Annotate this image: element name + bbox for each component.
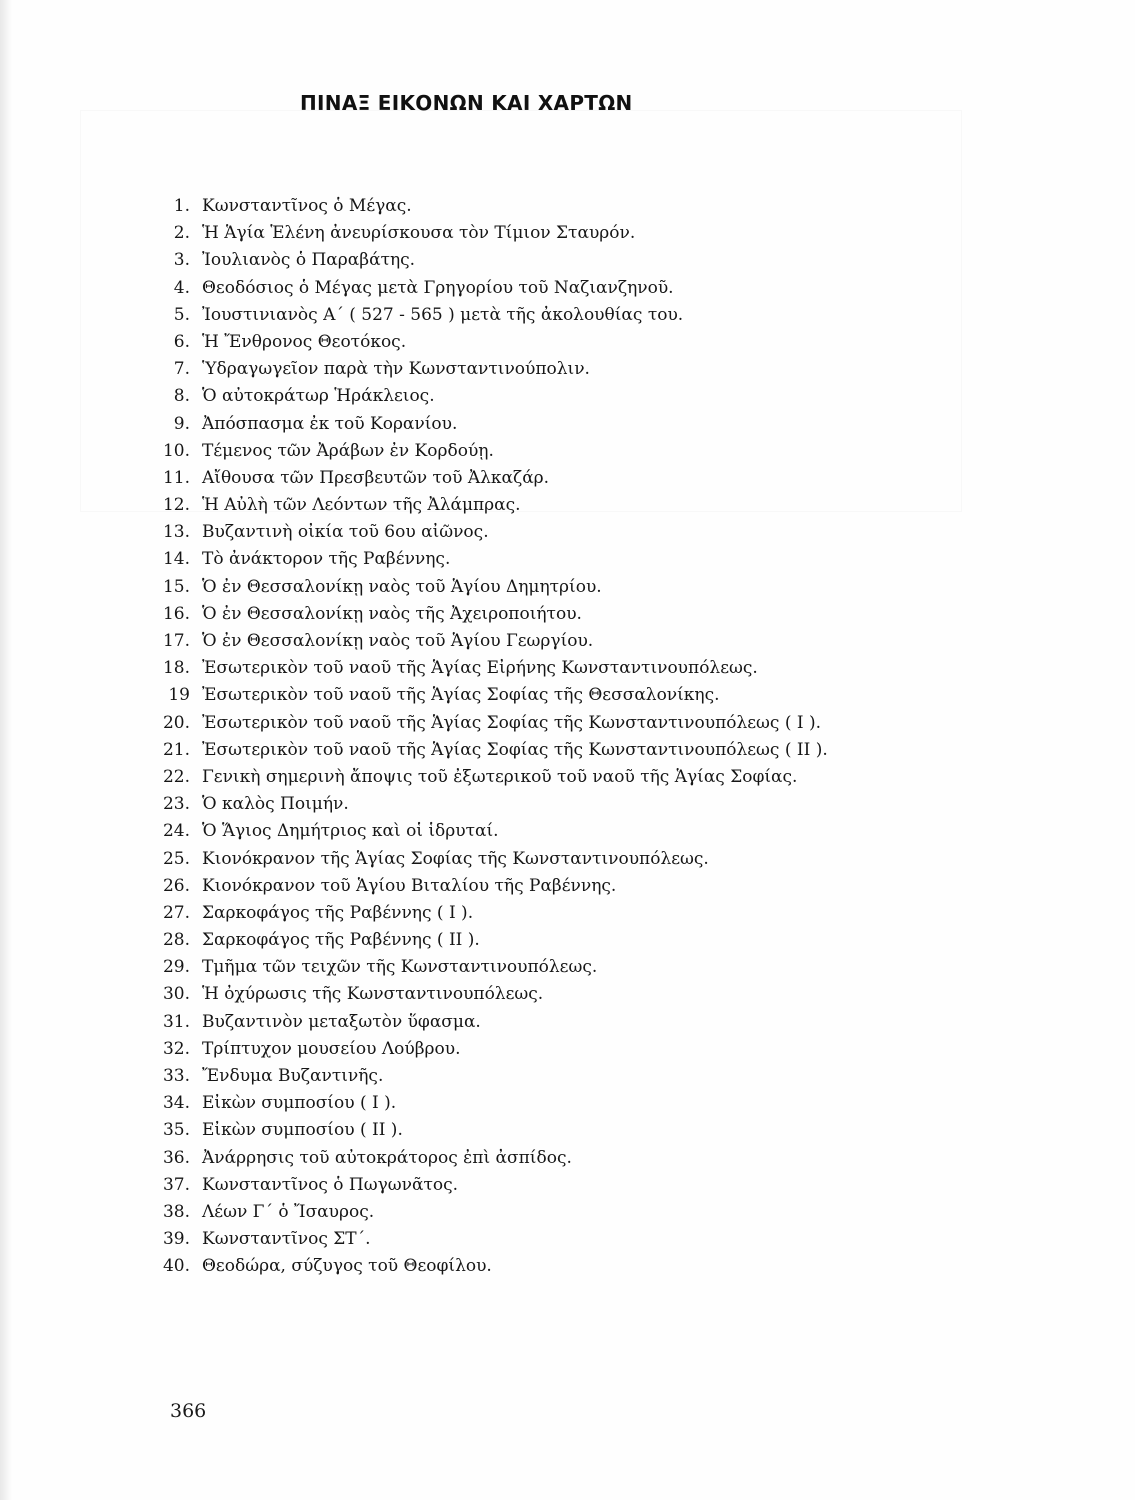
item-caption: Ἰουστινιανὸς Α΄ ( 527 - 565 ) μετὰ τῆς ἀκολουθίας του. xyxy=(202,304,684,325)
item-number: 31. xyxy=(162,1011,190,1032)
list-item xyxy=(150,628,1050,655)
list-item xyxy=(150,764,1050,791)
item-caption: Σαρκοφάγος τῆς Ραβέννης ( Ι ). xyxy=(202,902,474,923)
list-item xyxy=(150,791,1050,818)
item-caption: Ἔνδυμα Βυζαντινῆς. xyxy=(202,1066,384,1086)
list-item xyxy=(150,1172,1050,1199)
item-number: 2. xyxy=(173,223,190,244)
item-number: 35. xyxy=(162,1120,190,1141)
item-number: 8. xyxy=(173,386,190,407)
item-caption: Εἰκὼν συμποσίου ( ΙΙ ). xyxy=(202,1120,403,1141)
item-number: 26. xyxy=(162,875,190,896)
item-number: 40. xyxy=(162,1256,190,1277)
item-caption: Ὁ ἐν Θεσσαλονίκῃ ναὸς τοῦ Ἁγίου Γεωργίου. xyxy=(202,631,594,651)
item-caption: Γενικὴ σημερινὴ ἄποψις τοῦ ἐξωτερικοῦ τοῦ ναοῦ τῆς Ἁγίας Σοφίας. xyxy=(202,766,798,787)
list-item xyxy=(150,1036,1050,1063)
item-number: 39. xyxy=(162,1229,190,1250)
list-item xyxy=(150,601,1050,628)
page-number: 366 xyxy=(170,1400,207,1422)
item-caption: Τμῆμα τῶν τειχῶν τῆς Κωνσταντινουπόλεως. xyxy=(202,957,598,978)
item-number: 25. xyxy=(162,848,190,869)
list-item xyxy=(150,220,1050,247)
binding-shadow xyxy=(0,0,12,1500)
list-item xyxy=(150,981,1050,1008)
list-item xyxy=(150,927,1050,954)
list-item xyxy=(150,1063,1050,1090)
list-item xyxy=(150,1009,1050,1036)
list-item xyxy=(150,1117,1050,1144)
list-item xyxy=(150,954,1050,981)
list-item xyxy=(150,1226,1050,1253)
list-item xyxy=(150,1199,1050,1226)
item-number: 24. xyxy=(162,821,190,842)
item-caption: Τέμενος τῶν Ἀράβων ἐν Κορδούῃ. xyxy=(202,440,494,461)
item-caption: Ἐσωτερικὸν τοῦ ναοῦ τῆς Ἁγίας Σοφίας τῆς Θεσσαλονίκης. xyxy=(202,685,720,706)
item-caption: Ὁ καλὸς Ποιμήν. xyxy=(202,794,349,815)
item-caption: Κιονόκρανον τοῦ Ἁγίου Βιταλίου τῆς Ραβέννης. xyxy=(202,875,617,896)
item-number: 20. xyxy=(162,712,190,733)
item-number: 17. xyxy=(162,631,190,651)
item-caption: Σαρκοφάγος τῆς Ραβέννης ( ΙΙ ). xyxy=(202,930,480,951)
item-number: 7. xyxy=(173,359,190,380)
item-caption: Ὑδραγωγεῖον παρὰ τὴν Κωνσταντινούπολιν. xyxy=(202,359,590,380)
item-caption: Ὁ Ἅγιος Δημήτριος καὶ οἱ ἱδρυταί. xyxy=(202,821,499,842)
item-caption: Τὸ ἀνάκτορον τῆς Ραβέννης. xyxy=(202,549,451,570)
item-number: 4. xyxy=(173,277,190,298)
item-number: 27. xyxy=(162,902,190,923)
item-caption: Κιονόκρανον τῆς Ἁγίας Σοφίας τῆς Κωνσταντινουπόλεως. xyxy=(202,848,709,869)
item-caption: Ἀπόσπασμα ἐκ τοῦ Κορανίου. xyxy=(202,413,458,434)
item-number: 21. xyxy=(162,739,190,760)
list-item xyxy=(150,275,1050,302)
item-caption: Θεοδώρα, σύζυγος τοῦ Θεοφίλου. xyxy=(202,1256,492,1277)
item-number: 13. xyxy=(162,522,190,543)
item-number: 3. xyxy=(173,250,190,271)
item-number: 5. xyxy=(173,304,190,325)
list-item xyxy=(150,1253,1050,1280)
item-caption: Κωνσταντῖνος ὁ Πωγωνᾶτος. xyxy=(202,1174,459,1195)
list-item xyxy=(150,329,1050,356)
item-number: 23. xyxy=(162,794,190,815)
item-number: 36. xyxy=(162,1147,190,1168)
list-item xyxy=(150,873,1050,900)
item-caption: Ὁ ἐν Θεσσαλονίκῃ ναὸς τῆς Ἀχειροποιήτου. xyxy=(202,603,582,624)
item-caption: Λέων Γ΄ ὁ Ἴσαυρος. xyxy=(202,1201,375,1222)
list-item xyxy=(150,574,1050,601)
item-number: 6. xyxy=(173,331,190,352)
item-number: 12. xyxy=(162,495,190,516)
item-caption: Ἐσωτερικὸν τοῦ ναοῦ τῆς Ἁγίας Εἰρήνης Κωνσταντινουπόλεως. xyxy=(202,658,758,679)
item-caption: Ἡ Ἔνθρονος Θεοτόκος. xyxy=(202,331,407,352)
item-number: 34. xyxy=(162,1093,190,1114)
item-caption: Ἡ ὀχύρωσις τῆς Κωνσταντινουπόλεως. xyxy=(202,984,544,1005)
item-number: 22. xyxy=(162,766,190,787)
list-item xyxy=(150,356,1050,383)
item-caption: Ἡ Αὐλὴ τῶν Λεόντων τῆς Ἀλάμπρας. xyxy=(202,495,521,516)
item-number: 19 xyxy=(168,685,190,706)
item-number: 33. xyxy=(162,1066,190,1086)
item-caption: Ὁ ἐν Θεσσαλονίκῃ ναὸς τοῦ Ἁγίου Δημητρίου. xyxy=(202,576,602,597)
item-number: 37. xyxy=(162,1174,190,1195)
item-caption: Βυζαντινὴ οἰκία τοῦ 6ου αἰῶνος. xyxy=(202,522,489,543)
list-item xyxy=(150,655,1050,682)
item-caption: Τρίπτυχον μουσείου Λούβρου. xyxy=(202,1038,461,1059)
item-caption: Ἰουλιανὸς ὁ Παραβάτης. xyxy=(202,250,416,271)
item-caption: Βυζαντινὸν μεταξωτὸν ὕφασμα. xyxy=(202,1011,481,1032)
list-item xyxy=(150,737,1050,764)
list-item xyxy=(150,1145,1050,1172)
item-number: 1. xyxy=(173,196,190,216)
list-item xyxy=(150,492,1050,519)
item-number: 38. xyxy=(162,1201,190,1222)
item-caption: Θεοδόσιος ὁ Μέγας μετὰ Γρηγορίου τοῦ Ναζιανζηνοῦ. xyxy=(202,277,674,298)
list-item xyxy=(150,682,1050,709)
item-caption: Ἡ Ἁγία Ἑλένη ἀνευρίσκουσα τὸν Τίμιον Σταυρόν. xyxy=(202,223,636,244)
list-item xyxy=(150,818,1050,845)
item-number: 10. xyxy=(162,440,190,461)
list-item xyxy=(150,519,1050,546)
item-number: 11. xyxy=(162,467,190,488)
list-item xyxy=(150,193,1050,220)
item-number: 9. xyxy=(173,413,190,434)
list-item xyxy=(150,383,1050,410)
item-number: 16. xyxy=(162,603,190,624)
list-item xyxy=(150,247,1050,274)
item-caption: Ἐσωτερικὸν τοῦ ναοῦ τῆς Ἁγίας Σοφίας τῆς Κωνσταντινουπόλεως ( Ι ). xyxy=(202,712,822,733)
item-number: 18. xyxy=(162,658,190,679)
list-item xyxy=(150,411,1050,438)
list-item xyxy=(150,438,1050,465)
item-caption: Κωνσταντῖνος ὁ Μέγας. xyxy=(202,196,412,216)
item-caption: Κωνσταντῖνος ΣΤ΄. xyxy=(202,1229,371,1250)
item-number: 32. xyxy=(162,1038,190,1059)
list-item xyxy=(150,1090,1050,1117)
list-item xyxy=(150,465,1050,492)
item-number: 30. xyxy=(162,984,190,1005)
item-caption: Ἐσωτερικὸν τοῦ ναοῦ τῆς Ἁγίας Σοφίας τῆς Κωνσταντινουπόλεως ( ΙΙ ). xyxy=(202,739,828,760)
list-item xyxy=(150,846,1050,873)
item-caption: Ὁ αὐτοκράτωρ Ἡράκλειος. xyxy=(202,386,435,407)
item-number: 29. xyxy=(162,957,190,978)
list-item xyxy=(150,302,1050,329)
item-number: 15. xyxy=(162,576,190,597)
item-number: 28. xyxy=(162,930,190,951)
item-caption: Αἴθουσα τῶν Πρεσβευτῶν τοῦ Ἀλκαζάρ. xyxy=(202,467,550,488)
item-number: 14. xyxy=(162,549,190,570)
list-item xyxy=(150,710,1050,737)
list-item xyxy=(150,546,1050,573)
list-item xyxy=(150,900,1050,927)
figure-list xyxy=(150,193,1050,1281)
item-caption: Ἀνάρρησις τοῦ αὐτοκράτορος ἐπὶ ἀσπίδος. xyxy=(202,1147,572,1168)
item-caption: Εἰκὼν συμποσίου ( Ι ). xyxy=(202,1093,397,1114)
page-title: ΠΙΝΑΞ ΕΙΚΟΝΩΝ ΚΑΙ ΧΑΡΤΩΝ xyxy=(300,91,633,115)
